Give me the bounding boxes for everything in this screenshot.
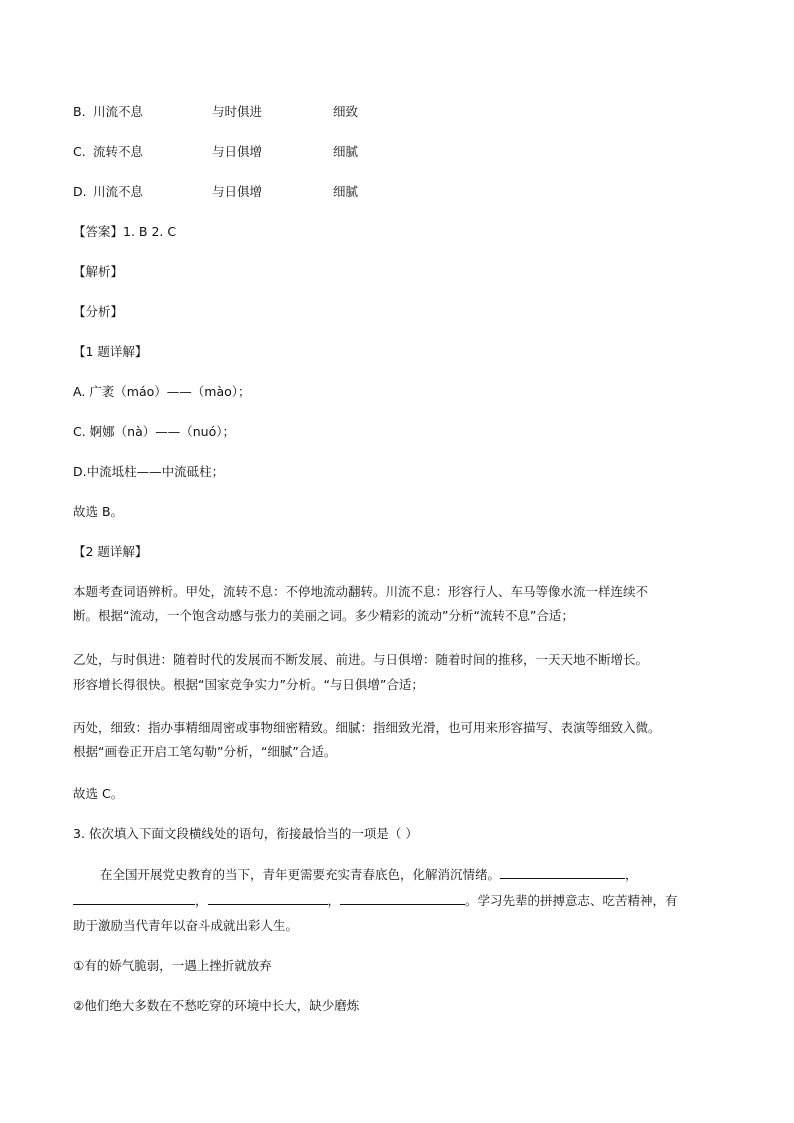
q1-item-d: D.中流坻柱——中流砥柱； [73, 464, 225, 479]
q3-title: 3. 依次填入下面文段横线处的语句，衔接最恰当的一项是（ ） [73, 826, 418, 841]
comma-1: ， [625, 867, 638, 882]
q1-item-c: C. 婀娜（nà）——（nuó）； [73, 424, 235, 439]
jiexi-heading: 【解析】 [73, 264, 124, 279]
q2-para1-line2: 断。根据“流动，一个饱含动感与张力的美丽之词。多少精彩的流动”分析“流转不息”合适； [73, 608, 574, 623]
q1-item-a: A. 广袤（máo）——（mào）； [73, 384, 251, 399]
option-c-word-c: 细腻 [333, 144, 359, 159]
option-d-word-c: 细腻 [333, 184, 359, 199]
q1-conclusion: 故选 B。 [73, 504, 124, 519]
q1-heading: 【1 题详解】 [73, 344, 148, 359]
option-b-word-c: 细致 [333, 104, 359, 119]
option-b-word-b: 与时俱进 [212, 104, 263, 119]
option-b-word-a: 川流不息 [93, 104, 144, 119]
q2-para1-line1: 本题考查词语辨析。甲处，流转不息：不停地流动翻转。川流不息：形容行人、车马等像水流一样连续不 [73, 584, 649, 599]
statement-1: ①有的娇气脆弱，一遇上挫折就放弃 [73, 958, 272, 973]
blank-4[interactable] [340, 891, 465, 905]
option-d-word-a: 川流不息 [93, 184, 144, 199]
answer-line: 【答案】1. B 2. C [73, 224, 177, 239]
q3-para-text1: 在全国开展党史教育的当下，青年更需要充实青春底色，化解消沉情绪。 [100, 867, 501, 882]
option-d-word-b: 与日俱增 [212, 184, 263, 199]
option-c-letter: C. [73, 144, 86, 159]
q2-para3-line2: 根据“画卷正开启工笔勾勒”分析，“细腻”合适。 [73, 744, 337, 759]
statement-2: ②他们绝大多数在不愁吃穿的环境中长大，缺少磨炼 [73, 998, 360, 1013]
blank-1[interactable] [500, 865, 625, 879]
option-c-word-a: 流转不息 [93, 144, 144, 159]
q3-para-line1 [100, 865, 638, 884]
blank-3[interactable] [208, 891, 328, 905]
q2-conclusion: 故选 C。 [73, 786, 124, 801]
q2-para3-line1: 丙处，细致：指办事精细周密或事物细密精致。细腻：指细致光滑，也可用来形容描写、表演等细致入微。 [73, 720, 661, 735]
blank-2[interactable] [73, 891, 195, 905]
fenxi-heading: 【分析】 [73, 304, 124, 319]
option-b-letter: B. [73, 104, 86, 119]
comma-3: ， [327, 893, 341, 908]
q3-para-text2: 。学习先辈的拼搏意志、吃苦精神，有 [465, 893, 678, 908]
option-d-letter: D. [73, 184, 87, 199]
q3-para-line3: 助于激励当代青年以奋斗成就出彩人生。 [73, 918, 299, 933]
q3-para-line2 [73, 891, 678, 910]
option-c-word-b: 与日俱增 [212, 144, 263, 159]
q2-para2-line1: 乙处，与时俱进：随着时代的发展而不断发展、前进。与日俱增：随着时间的推移，一天天地不断增长。 [73, 652, 649, 667]
comma-2: ， [195, 893, 208, 908]
q2-heading: 【2 题详解】 [73, 544, 148, 559]
q2-para2-line2: 形容增长得很快。根据“国家竞争实力”分析。“与日俱增”合适； [73, 677, 424, 692]
